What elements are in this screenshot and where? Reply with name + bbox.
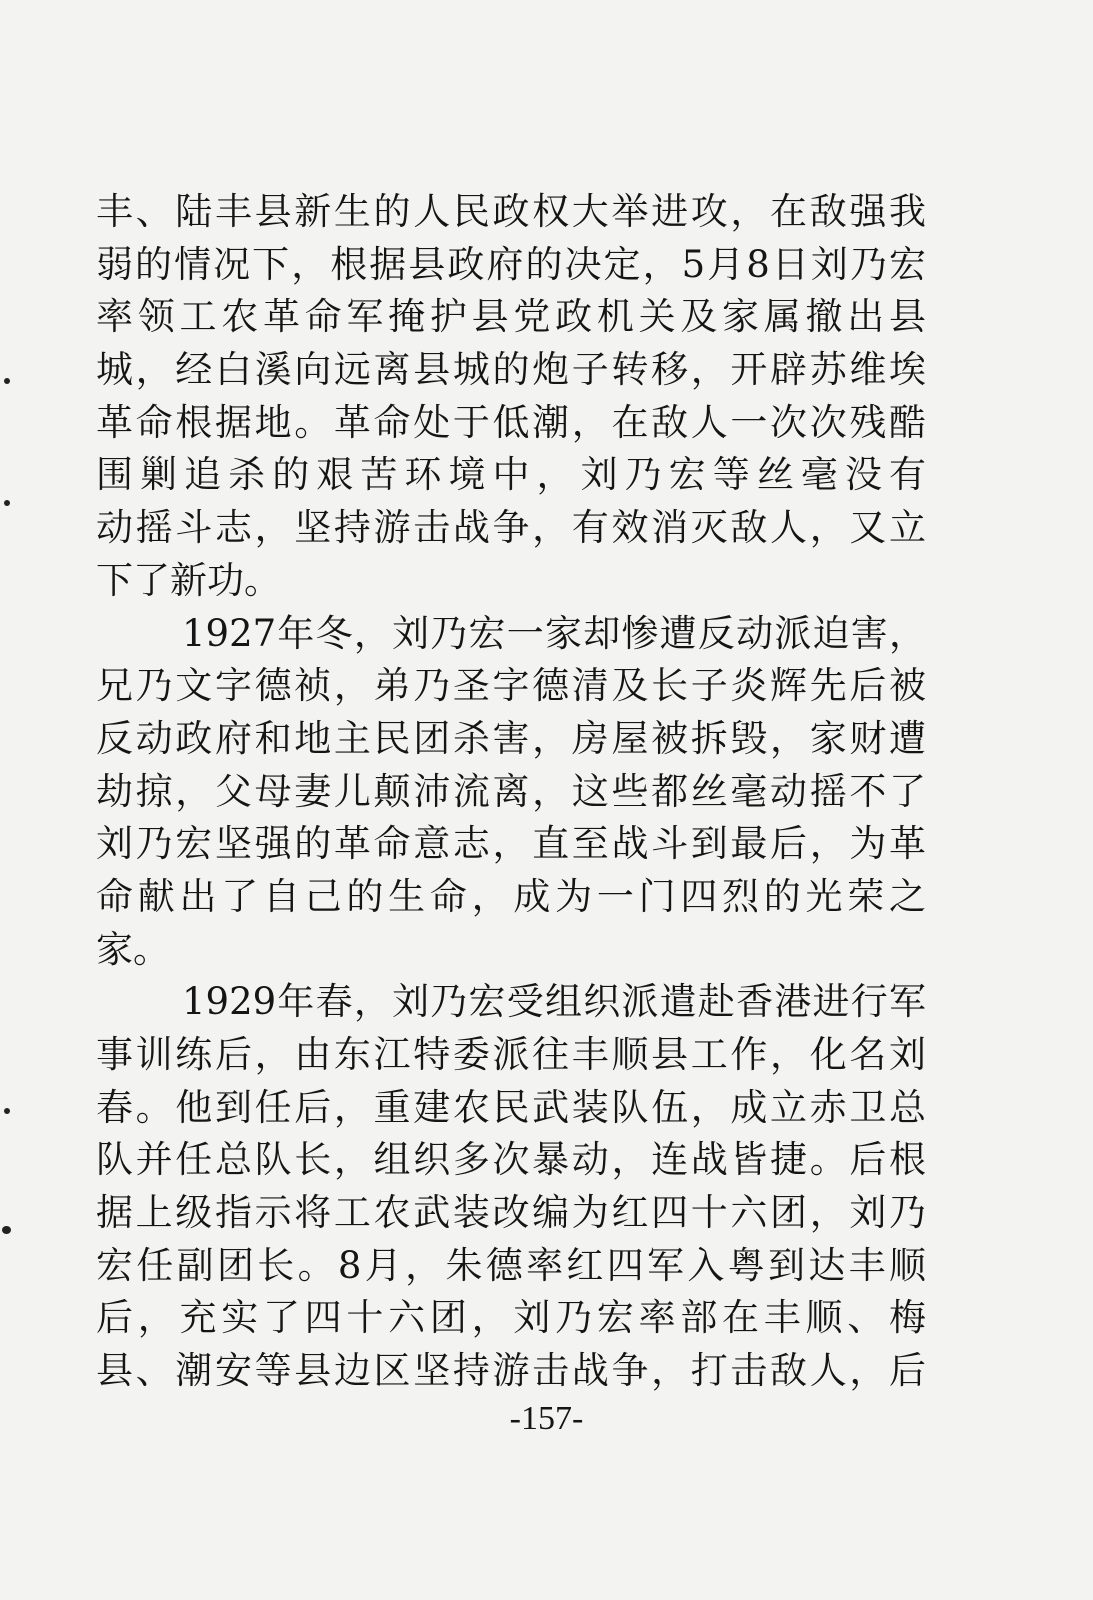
text-line: 事训练后，由东江特委派往丰顺县工作，化名刘 [96, 1033, 926, 1076]
text-line: 下了新功。 [96, 558, 281, 602]
text-line: 兄乃文字德祯，弟乃圣字德清及长子炎辉先后被 [96, 664, 926, 708]
margin-speck [2, 1226, 11, 1234]
text-line: 城，经白溪向远离县城的炮子转移，开辟苏维埃 [96, 348, 926, 392]
text-line: 命献出了自己的生命，成为一门四烈的光荣之 [96, 874, 926, 918]
text-line: 动摇斗志，坚持游击战争，有效消灭敌人，又立 [96, 506, 926, 550]
page-body [96, 186, 926, 1398]
text-line: 家。 [96, 927, 170, 971]
paragraph-start-line: 1927年冬，刘乃宏一家却惨遭反动派迫害， [182, 611, 926, 655]
text-line: 弱的情况下，根据县政府的决定，5月8日刘乃宏 [96, 242, 926, 286]
text-line: 反动政府和地主民团杀害，房屋被拆毁，家财遭 [96, 716, 926, 760]
text-line: 据上级指示将工农武装改编为红四十六团，刘乃 [96, 1191, 926, 1235]
margin-speck [4, 378, 10, 384]
page-number: -157- [509, 1400, 584, 1437]
text-line: 围剿追杀的艰苦环境中，刘乃宏等丝毫没有 [96, 453, 926, 497]
text-line: 县、潮安等县边区坚持游击战争，打击敌人，后 [96, 1349, 926, 1393]
margin-speck [4, 500, 10, 506]
margin-speck [4, 1108, 10, 1114]
text-line: 后，充实了四十六团，刘乃宏率部在丰顺、梅 [96, 1296, 926, 1340]
text-line: 宏任副团长。8月，朱德率红四军入粤到达丰顺 [96, 1243, 926, 1287]
text-line: 刘乃宏坚强的革命意志，直至战斗到最后，为革 [96, 822, 926, 866]
text-line: 春。他到任后，重建农民武装队伍，成立赤卫总 [96, 1085, 926, 1129]
text-line: 率领工农革命军掩护县党政机关及家属撤出县 [96, 295, 926, 339]
text-line: 队并任总队长，组织多次暴动，连战皆捷。后根 [96, 1138, 926, 1182]
text-line: 劫掠，父母妻儿颠沛流离，这些都丝毫动摇不了 [96, 769, 926, 813]
text-line: 丰、陆丰县新生的人民政权大举进攻，在敌强我 [96, 190, 926, 233]
paragraph-start-line: 1929年春，刘乃宏受组织派遣赴香港进行军 [182, 980, 926, 1024]
text-line: 革命根据地。革命处于低潮，在敌人一次次残酷 [96, 400, 926, 444]
